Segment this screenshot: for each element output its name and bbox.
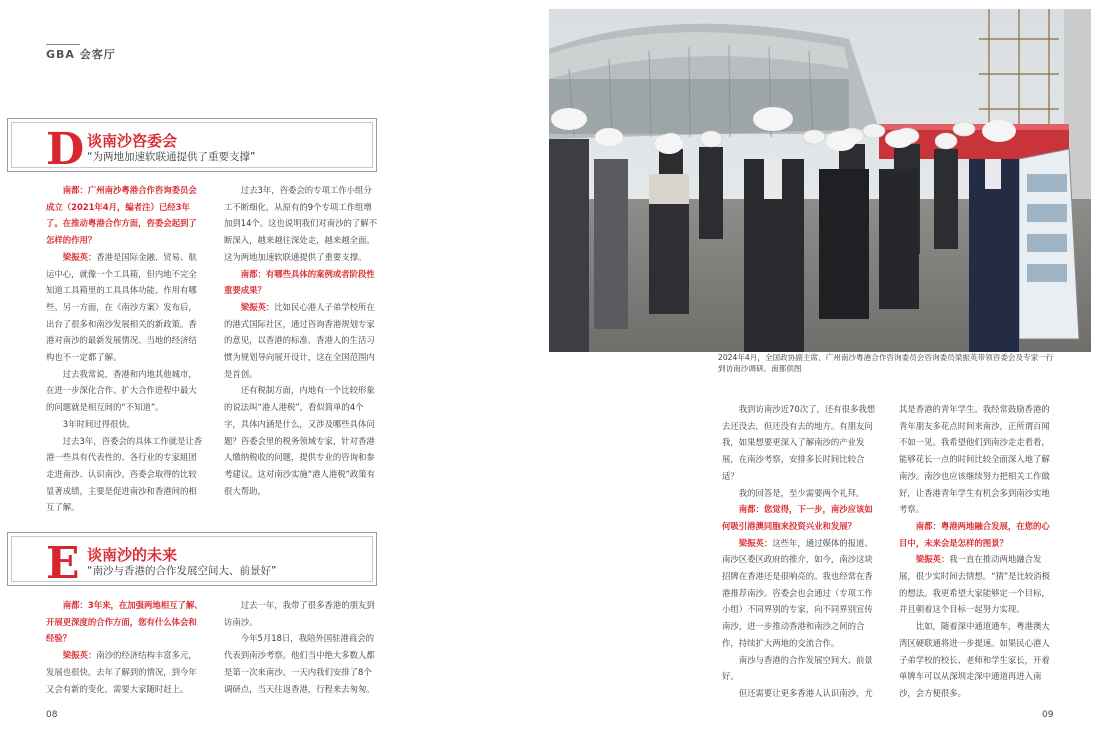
body-paragraph: 过去我常说，香港和内地其他城市，在进一步深化合作、扩大合作进程中最大的问题就是相互间的“不知道”。 [46,368,197,413]
section-d-title: 谈南沙咨委会 [87,132,178,150]
answer-paragraph: 梁振英：这些年，通过媒体的报道、南沙区委区政府的推介，如今，南沙这块招牌在香港还是很响亮的。我也经常在香港推荐南沙。咨委会也会通过（专项工作小组）不同界别的专家，向不同界别宣传南沙，进一步推动香港和南沙之间的合作，持续扩大两地的交流合作。 [722,537,873,648]
question-paragraph: 南都：您觉得，下一步，南沙应该如何吸引港澳同胞来投资兴业和发展？ [722,504,873,531]
answer-paragraph: 梁振英：比如民心港人子弟学校所在的港式国际社区，通过咨询香港规划专家的意见，以香港的标准、香港人的生活习惯为规划导向展开设计，这在全国范围内是首创。 [224,301,375,379]
answer-paragraph: 梁振英：香港是国际金融、贸易、航运中心，就像一个工具箱，但内地不完全知道工具箱里的工具具体功能、作用有哪些。另一方面，在《南沙方案》发布后，出台了很多和南沙发展相关的新政策。香港对南沙的最新发展情况、当地的经济结构也不一定都了解。 [46,251,197,363]
section-e-column-1 [46,597,204,697]
page-number-right: 09 [1042,710,1054,720]
body-paragraph: 南沙与香港的合作发展空间大、前景好。 [722,654,873,682]
body-paragraph: 我到访南沙近70次了，还有很多我想去还没去，但还没有去的地方。有朋友问我，如果想要更深入了解南沙的产业发展，在南沙考察，安排多长时间比较合适？ [722,404,876,481]
body-paragraph: 今年5月18日，我陪外国驻港商会的代表到南沙考察。他们当中绝大多数人都是第一次来南沙。一天内我们安排了8个调研点，当天往返香港，行程来去匆匆。 [224,633,375,694]
body-paragraph: 比如，随着深中通道通车，粤港澳大湾区硬联通将进一步提速。如果民心港人子弟学校的校长、老师和学生家长，开着单牌车可以从深圳走深中通道再进入南沙，会方便很多。 [899,621,1050,698]
body-paragraph: 3年时间过得很快。 [62,418,136,429]
answer-paragraph: 梁振英：南沙的经济结构丰富多元，发展也很快。去年了解到的情况，到今年又会有新的变化，需要大家随时赶上。 [46,650,197,694]
photo-caption: 2024年4月，全国政协副主席、广州南沙粤港合作咨询委员会咨询委员梁振英带领咨委会及专家一行到访南沙调研。南都供图 [718,353,1054,374]
question-paragraph: 南都：广州南沙粤港合作咨询委员会成立（2021年4月，编者注）已经3年了。在推动粤港合作方面，咨委会起到了怎样的作用？ [46,185,197,246]
section-d-subtitle: “为两地加速软联通提供了重要支撑” [87,151,256,163]
section-e-letter: E [46,538,80,589]
section-d-letter: D [46,124,85,175]
question-paragraph: 南都：有哪些具体的案例或者阶段性重要成果？ [224,268,375,296]
body-paragraph: 我的回答是，至少需要两个礼拜。 [738,487,865,498]
body-paragraph: 过去3年，咨委会的专项工作小组分工不断细化，从原有的9个专项工作组增加到14个。这也说明我们对南沙的了解不断深入，越来越往深处走，越来越全面。这为两地加速软联通提供了重要支撑。 [224,185,378,262]
section-d-column-1 [46,182,204,516]
body-paragraph: 但还需要让更多香港人认识南沙，尤 [738,687,873,698]
page-number-left: 08 [46,710,58,720]
body-paragraph: 过去一年，我带了很多香港的朋友到访南沙。 [224,600,375,627]
site-visit-photo [549,9,1091,352]
right-column-1 [722,401,877,702]
section-e-subtitle: “南沙与香港的合作发展空间大、前景好” [87,565,277,577]
right-page [549,0,1098,750]
section-label: GBA 会客厅 [46,48,116,61]
section-e-column-2 [224,597,380,697]
header-rule [46,44,80,45]
question-paragraph: 南都：粤港两地融合发展，在您的心目中，未来会是怎样的图景？ [899,520,1050,548]
body-paragraph: 过去3年，咨委会的具体工作就是让香港一些具有代表性的、各行业的专家組团走进南沙、认识南沙。咨委会取得的比较显著成绩，主要是促进南沙和香港间的相互了解。 [46,435,203,513]
body-paragraph: 其是香港的青年学生。我经常鼓励香港的青年朋友多花点时间来南沙，正所谓百闻不如一见。我希望他们到南沙走走看看，能够花长一点的时间比较全面深入地了解南沙。南沙也应该继续努力把相关工作做好，让香港青年学生有机会多到南沙实地考察。 [899,404,1050,515]
answer-paragraph: 梁振英：我一直在推动两地融合发展，很少实时间去情想。“猜”是比较消极的想法。我更希望大家能够定一个目标，并且朝着这个目标一起努力实现。 [899,554,1051,615]
right-column-2 [899,401,1054,702]
section-d-column-2 [224,182,380,499]
question-paragraph: 南都：3年来，在加强两地相互了解、开展更深度的合作方面，您有什么体会和经验？ [46,600,203,644]
body-paragraph: 还有税制方面，内地有一个比较形象的说法叫“港人港税”，看似简单的4个字，具体内涵是什么，又涉及哪些具体问题？咨委会里的税务领域专家，针对香港人缴纳税收的问题，提供专业的咨询和参考建议。这对南沙实施“港人港税”政策有很大帮助。 [224,385,376,496]
section-e-title: 谈南沙的未来 [87,546,178,564]
